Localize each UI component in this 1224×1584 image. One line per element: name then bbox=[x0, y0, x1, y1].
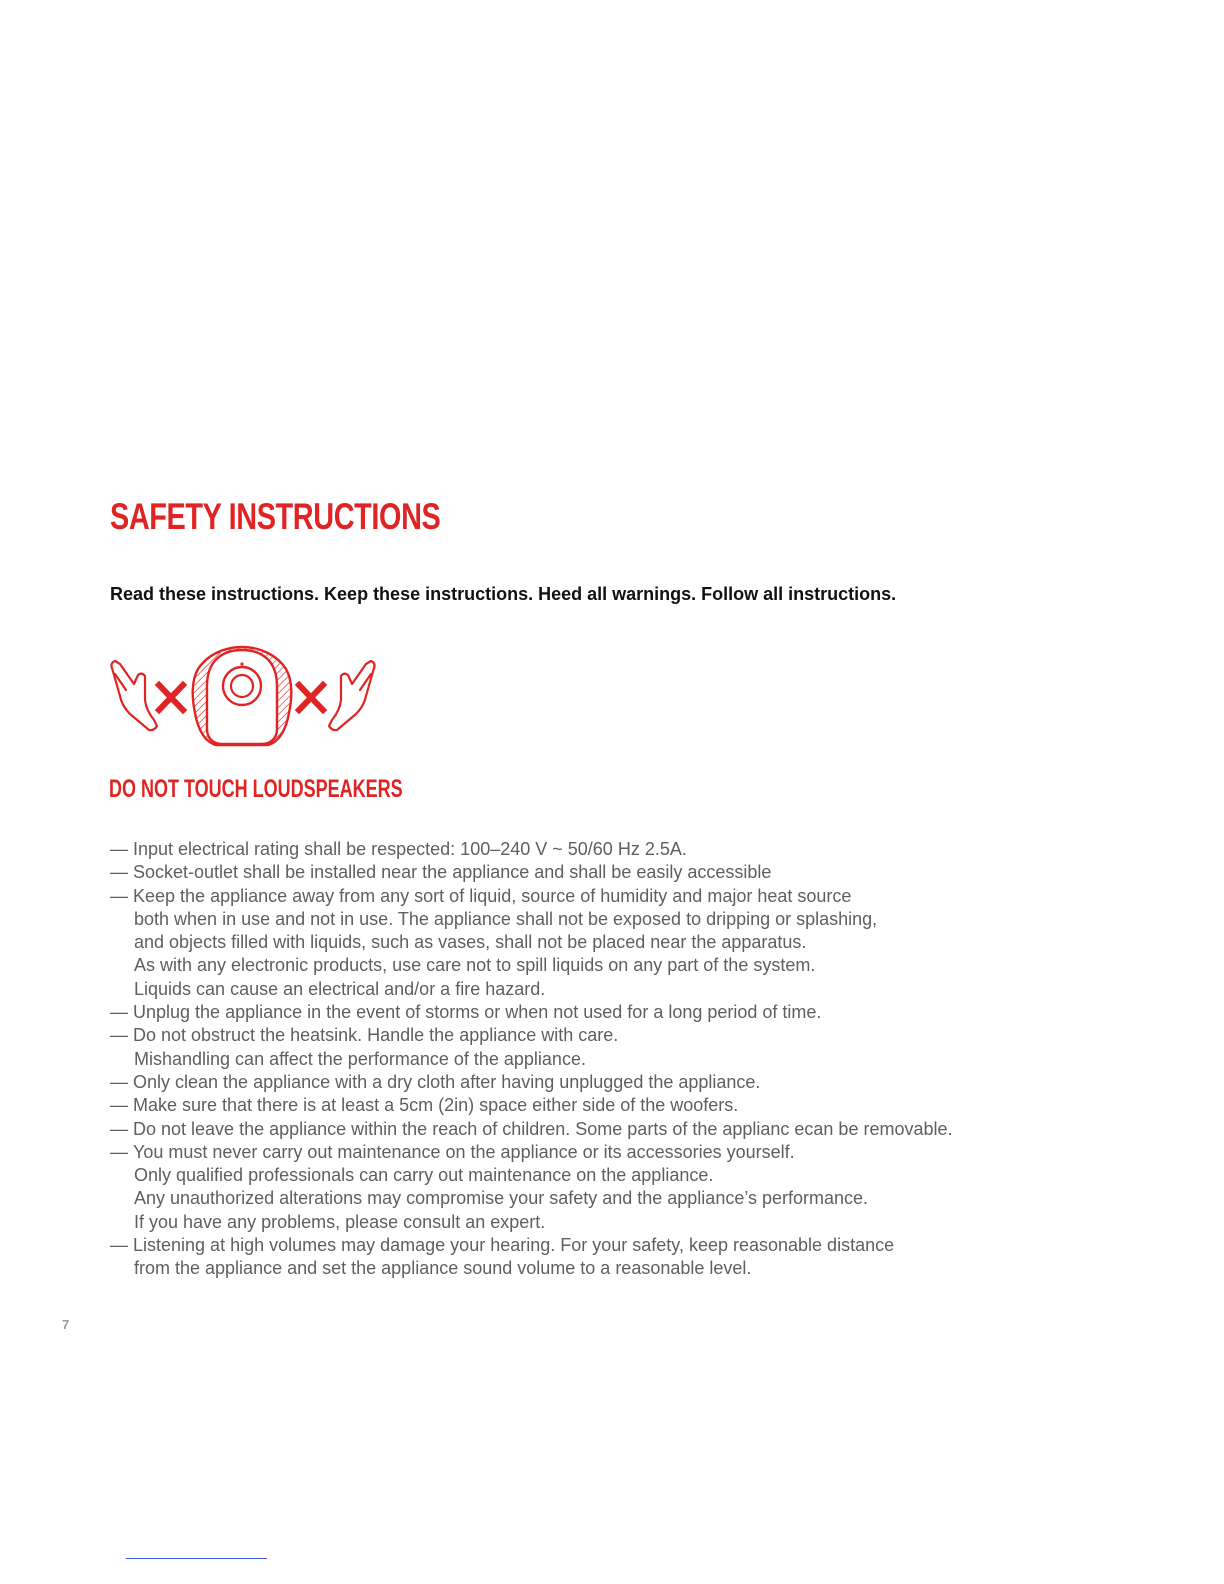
list-item bbox=[110, 1141, 1110, 1234]
list-item bbox=[110, 1024, 1110, 1071]
bullet-dash: — bbox=[110, 1141, 128, 1162]
list-item bbox=[110, 1001, 1110, 1024]
cross-icon bbox=[159, 685, 183, 710]
list-item bbox=[110, 838, 1110, 861]
instruction-line: Liquids can cause an electrical and/or a fire hazard. bbox=[134, 978, 546, 999]
instruction-line: Mishandling can affect the performance of the appliance. bbox=[134, 1048, 586, 1069]
page-number: 7 bbox=[62, 1317, 70, 1332]
list-item bbox=[110, 885, 1110, 1001]
cross-icon bbox=[299, 685, 323, 710]
instruction-line: Do not leave the appliance within the reach of children. Some parts of the applianc ecan be removable. bbox=[133, 1118, 953, 1139]
list-item bbox=[110, 1071, 1110, 1094]
instruction-line: As with any electronic products, use care not to spill liquids on any part of the system. bbox=[134, 955, 816, 976]
instruction-line: Keep the appliance away from any sort of liquid, source of humidity and major heat source bbox=[133, 885, 852, 906]
list-item bbox=[110, 1118, 1110, 1141]
instruction-line: Listening at high volumes may damage your hearing. For your safety, keep reasonable distance bbox=[133, 1235, 895, 1256]
instruction-line: Only clean the appliance with a dry cloth after having unplugged the appliance. bbox=[133, 1071, 761, 1092]
instruction-line: Unplug the appliance in the event of storms or when not used for a long period of time. bbox=[133, 1002, 822, 1023]
speaker-icon bbox=[193, 647, 292, 745]
page-title: SAFETY INSTRUCTIONS bbox=[110, 496, 441, 537]
instruction-line: Any unauthorized alterations may compromise your safety and the appliance’s performance. bbox=[134, 1188, 869, 1209]
bullet-dash: — bbox=[110, 885, 128, 906]
instruction-line: You must never carry out maintenance on the appliance or its accessories yourself. bbox=[133, 1141, 795, 1162]
list-item bbox=[110, 1094, 1110, 1117]
list-item bbox=[110, 1234, 1110, 1281]
bullet-dash: — bbox=[110, 862, 128, 883]
list-item bbox=[110, 861, 1110, 884]
instruction-line: Make sure that there is at least a 5cm (2in) space either side of the woofers. bbox=[133, 1095, 739, 1116]
instruction-line: If you have any problems, please consult an expert. bbox=[134, 1211, 546, 1232]
right-hand-icon bbox=[329, 661, 375, 730]
instruction-list bbox=[110, 838, 1110, 1281]
bullet-dash: — bbox=[110, 1002, 128, 1023]
instruction-line: Only qualified professionals can carry out maintenance on the appliance. bbox=[134, 1165, 714, 1186]
instruction-line: Do not obstruct the heatsink. Handle the appliance with care. bbox=[133, 1025, 619, 1046]
bullet-dash: — bbox=[110, 1118, 128, 1139]
bullet-dash: — bbox=[110, 1235, 128, 1256]
bullet-dash: — bbox=[110, 1095, 128, 1116]
bullet-dash: — bbox=[110, 839, 128, 859]
bullet-dash: — bbox=[110, 1071, 128, 1092]
warning-label: DO NOT TOUCH LOUDSPEAKERS bbox=[109, 775, 403, 803]
hands-away-from-speaker-icon bbox=[108, 644, 378, 750]
intro-text: Read these instructions. Keep these instructions. Heed all warnings. Follow all instructions. bbox=[110, 584, 897, 604]
instruction-line: from the appliance and set the appliance sound volume to a reasonable level. bbox=[134, 1258, 752, 1279]
left-hand-icon bbox=[111, 661, 157, 730]
instruction-line: and objects filled with liquids, such as vases, shall not be placed near the apparatus. bbox=[134, 932, 807, 953]
instruction-line: both when in use and not in use. The appliance shall not be exposed to dripping or splashing, bbox=[134, 908, 878, 929]
footer-divider bbox=[126, 1558, 267, 1559]
instruction-line: Socket-outlet shall be installed near the appliance and shall be easily accessible bbox=[133, 862, 772, 883]
instruction-line: Input electrical rating shall be respected: 100–240 V ~ 50/60 Hz 2.5A. bbox=[133, 839, 687, 859]
bullet-dash: — bbox=[110, 1025, 128, 1046]
